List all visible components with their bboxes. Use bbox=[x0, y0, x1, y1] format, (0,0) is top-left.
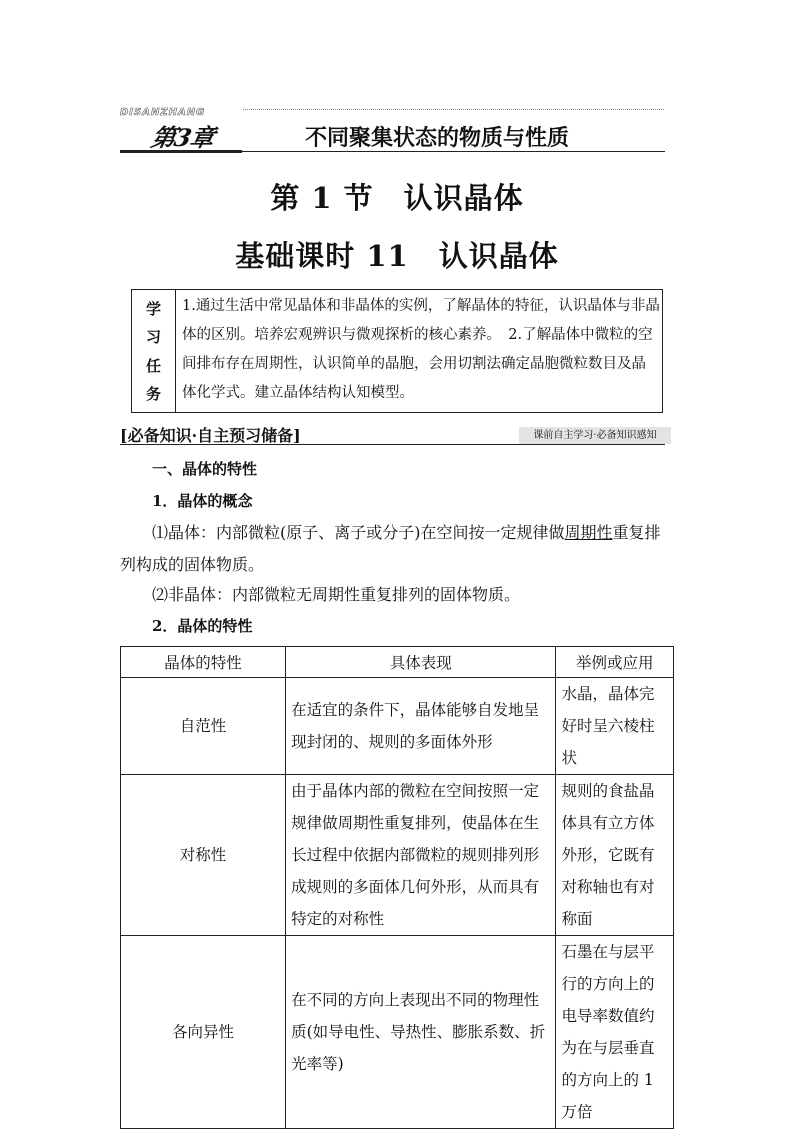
learning-tasks-text: 1.通过生活中常见晶体和非晶体的实例，了解晶体的特征，认识晶体与非晶体的区别。培养宏观辨识与微观探析的核心素养。 2.了解晶体中微粒的空间排布存在周期性，认识简单的晶胞，会用切割法确定晶胞微粒数目及晶体化学式。建立晶体结构认知模型。 bbox=[182, 298, 660, 401]
table-cell-description: 由于晶体内部的微粒在空间按照一定规律做周期性重复排列，使晶体在生长过程中依据内部微粒的规则排列形成规则的多面体几何外形，从而具有特定的对称性 bbox=[286, 775, 556, 936]
table-cell-property: 自范性 bbox=[121, 678, 286, 775]
table-cell-example: 规则的食盐晶体具有立方体外形，它既有对称轴也有对称面 bbox=[556, 775, 674, 936]
crystal-properties-table bbox=[120, 646, 674, 1129]
section-bar-rule bbox=[120, 444, 665, 445]
table-row bbox=[121, 936, 674, 1129]
table-cell-description: 在适宜的条件下，晶体能够自发地呈现封闭的、规则的多面体外形 bbox=[286, 678, 556, 775]
heading-crystal-concept: 1．晶体的概念 bbox=[152, 492, 253, 510]
section-title: 第 1 节 认识晶体 bbox=[270, 181, 524, 215]
section-bar-label: [必备知识·自主预习储备] bbox=[120, 426, 301, 445]
task-label-char: 任 bbox=[145, 356, 161, 375]
section-bar-tag: 课前自主学习·必备知识感知 bbox=[519, 427, 671, 444]
table-cell-property: 对称性 bbox=[121, 775, 286, 936]
chapter-pinyin: DISANZHANG bbox=[120, 107, 206, 118]
table-row bbox=[121, 775, 674, 936]
table-header-cell: 晶体的特性 bbox=[121, 647, 286, 678]
table-cell-example: 水晶，晶体完好时呈六棱柱状 bbox=[556, 678, 674, 775]
table-header-row bbox=[121, 647, 674, 678]
table-header-cell: 具体表现 bbox=[286, 647, 556, 678]
table-cell-example: 石墨在与层平行的方向上的电导率数值约为在与层垂直的方向上的 1 万倍 bbox=[556, 936, 674, 1129]
learning-tasks-box bbox=[131, 289, 663, 413]
paragraph-noncrystal-definition: ⑵非晶体：内部微粒无周期性重复排列的固体物质。 bbox=[152, 585, 521, 604]
lesson-title: 基础课时 11 认识晶体 bbox=[235, 239, 559, 273]
task-label-char: 务 bbox=[145, 385, 161, 404]
chapter-title: 不同聚集状态的物质与性质 bbox=[305, 125, 570, 151]
heading-crystal-characteristics: 2．晶体的特性 bbox=[152, 617, 253, 635]
heading-crystal-properties: 一、晶体的特性 bbox=[152, 460, 258, 478]
underlined-term: 周期性 bbox=[564, 523, 613, 542]
table-cell-description: 在不同的方向上表现出不同的物理性质(如导电性、导热性、膨胀系数、折光率等) bbox=[286, 936, 556, 1129]
table-row bbox=[121, 678, 674, 775]
header-dotted-line bbox=[243, 109, 664, 110]
learning-tasks-label bbox=[132, 290, 176, 412]
task-label-char: 习 bbox=[145, 328, 161, 347]
paragraph-crystal-definition bbox=[120, 517, 676, 581]
task-label-char: 学 bbox=[145, 299, 161, 318]
table-header-cell: 举例或应用 bbox=[556, 647, 674, 678]
header-rule-accent bbox=[120, 150, 242, 153]
paragraph-text: ⑴晶体：内部微粒(原子、离子或分子)在空间按一定规律做 bbox=[152, 523, 565, 542]
paragraph-text: 重复排列构成的固体物质。 bbox=[120, 523, 661, 574]
table-cell-property: 各向异性 bbox=[121, 936, 286, 1129]
chapter-mark: 第3章 bbox=[148, 123, 217, 152]
